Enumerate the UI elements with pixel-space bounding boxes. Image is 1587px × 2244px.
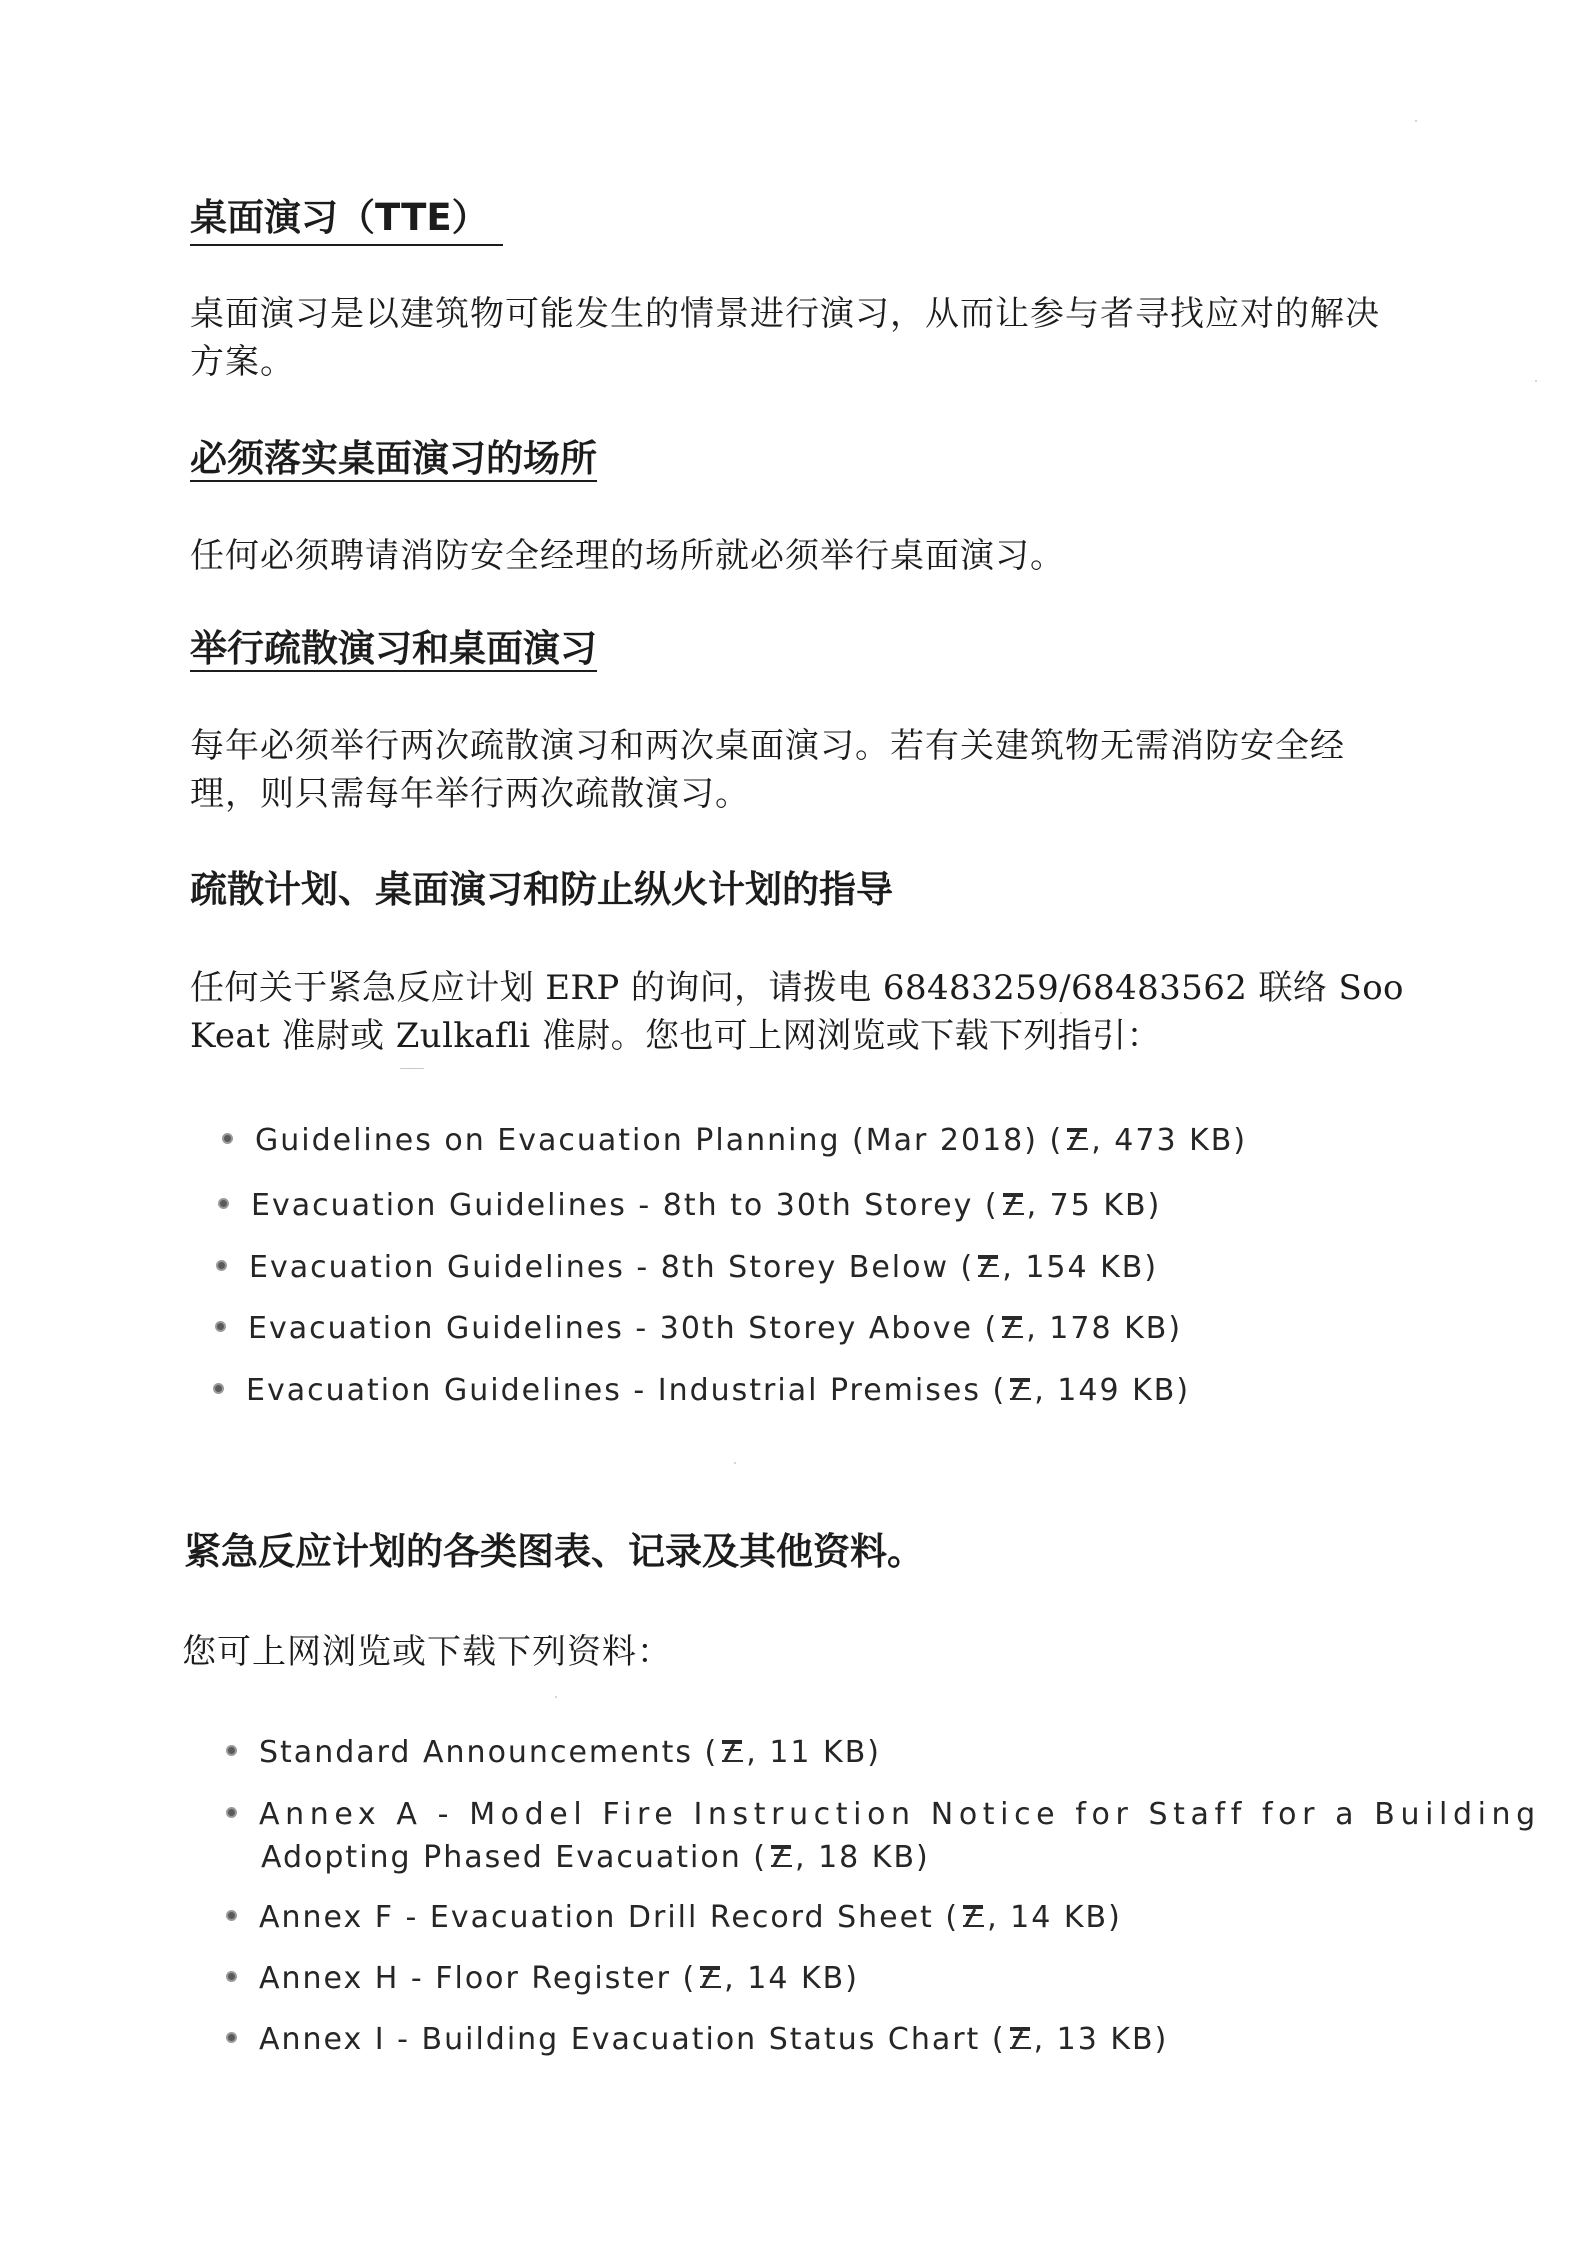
list-item-guideline[interactable]: Evacuation Guidelines - 30th Storey Above ( , 178 KB) xyxy=(215,1308,1182,1350)
resource-title[interactable]: Annex A - Model Fire Instruction Notice for Staff for a Building xyxy=(259,1797,1541,1832)
file-size: 154 KB xyxy=(1025,1250,1145,1285)
scan-speck xyxy=(1415,120,1417,122)
section-body-guidance: 任何关于紧急反应计划 ERP 的询问，请拨电 68483259/68483562 联络 Soo Keat 准尉或 Zulkafli 准尉。您也可上网浏览或下载下列指引： xyxy=(190,968,1404,1056)
resource-title-line2[interactable]: Adopting Phased Evacuation xyxy=(261,1840,742,1875)
bullet-dot xyxy=(213,1383,224,1394)
bullet-dot xyxy=(226,1910,237,1921)
download-icon[interactable] xyxy=(768,1843,794,1869)
guideline-title[interactable]: Evacuation Guidelines - 8th to 30th Storey xyxy=(251,1188,974,1223)
file-size: 75 KB xyxy=(1049,1188,1148,1223)
file-size: 13 KB xyxy=(1056,2022,1155,2057)
resource-title[interactable]: Standard Announcements xyxy=(259,1735,693,1770)
section-heading-forms: 紧急反应计划的各类图表、记录及其他资料。 xyxy=(184,1530,924,1573)
download-icon[interactable] xyxy=(1007,2025,1033,2051)
file-size: 14 KB xyxy=(1010,1900,1109,1935)
section-heading-tte: 桌面演习（TTE） xyxy=(190,196,503,246)
bullet-dot xyxy=(218,1198,229,1209)
list-item-guideline[interactable]: Guidelines on Evacuation Planning (Mar 2018) ( , 473 KB) xyxy=(222,1120,1247,1162)
guideline-title[interactable]: Evacuation Guidelines - 30th Storey Above xyxy=(248,1311,973,1346)
guideline-title[interactable]: Evacuation Guidelines - 8th Storey Below xyxy=(249,1250,949,1285)
list-item-guideline[interactable]: Evacuation Guidelines - 8th Storey Below ( , 154 KB) xyxy=(216,1247,1158,1289)
list-item-resource[interactable] xyxy=(226,1794,1541,1836)
list-item-guideline[interactable]: Evacuation Guidelines - Industrial Premises ( , 149 KB) xyxy=(213,1370,1190,1412)
bullet-dot xyxy=(216,1260,227,1271)
list-item-resource[interactable]: Standard Announcements ( , 11 KB) xyxy=(226,1732,881,1774)
section-heading-required-premises: 必须落实桌面演习的场所 xyxy=(190,437,597,480)
file-size: 14 KB xyxy=(747,1961,846,1996)
file-size: 178 KB xyxy=(1049,1311,1169,1346)
list-item-resource[interactable]: Annex H - Floor Register ( , 14 KB) xyxy=(226,1958,859,2000)
bullet-dot xyxy=(226,1971,237,1982)
file-size: 149 KB xyxy=(1057,1373,1177,1408)
download-icon[interactable] xyxy=(1000,1191,1026,1217)
list-item-resource-continued[interactable]: Adopting Phased Evacuation ( , 18 KB) xyxy=(261,1840,930,1875)
scan-speck xyxy=(400,1068,424,1069)
download-icon[interactable] xyxy=(960,1903,986,1929)
download-icon[interactable] xyxy=(719,1738,745,1764)
file-size: 11 KB xyxy=(769,1735,868,1770)
bullet-dot xyxy=(222,1133,233,1144)
section-body-drills: 每年必须举行两次疏散演习和两次桌面演习。若有关建筑物无需消防安全经理，则只需每年举行两次疏散演习。 xyxy=(190,726,1345,814)
resource-title[interactable]: Annex H - Floor Register xyxy=(259,1961,671,1996)
scan-speck xyxy=(1060,1012,1062,1014)
section-body-forms: 您可上网浏览或下载下列资料： xyxy=(182,1632,672,1672)
list-item-resource[interactable]: Annex I - Building Evacuation Status Chart ( , 13 KB) xyxy=(226,2019,1168,2061)
resource-title[interactable]: Annex F - Evacuation Drill Record Sheet xyxy=(259,1900,934,1935)
bullet-dot xyxy=(215,1321,226,1332)
bullet-dot xyxy=(226,2032,237,2043)
file-size: 18 KB xyxy=(818,1840,917,1875)
resource-title[interactable]: Annex I - Building Evacuation Status Chart xyxy=(259,2022,981,2057)
file-size: 473 KB xyxy=(1114,1123,1234,1158)
list-item-guideline[interactable]: Evacuation Guidelines - 8th to 30th Storey ( , 75 KB) xyxy=(218,1185,1161,1227)
download-icon[interactable] xyxy=(999,1314,1025,1340)
scan-speck xyxy=(734,1462,736,1464)
download-icon[interactable] xyxy=(1007,1376,1033,1402)
section-body-tte: 桌面演习是以建筑物可能发生的情景进行演习，从而让参与者寻找应对的解决方案。 xyxy=(190,294,1380,382)
download-icon[interactable] xyxy=(697,1964,723,1990)
list-item-resource[interactable]: Annex F - Evacuation Drill Record Sheet ( , 14 KB) xyxy=(226,1897,1122,1939)
download-icon[interactable] xyxy=(1064,1126,1090,1152)
guideline-title[interactable]: Guidelines on Evacuation Planning (Mar 2018) xyxy=(255,1123,1038,1158)
section-heading-drills: 举行疏散演习和桌面演习 xyxy=(190,627,597,670)
scan-speck xyxy=(1535,380,1537,382)
section-heading-guidance: 疏散计划、桌面演习和防止纵火计划的指导 xyxy=(190,868,893,911)
section-body-required-premises: 任何必须聘请消防安全经理的场所就必须举行桌面演习。 xyxy=(190,536,1065,576)
guideline-title[interactable]: Evacuation Guidelines - Industrial Premises xyxy=(246,1373,981,1408)
bullet-dot xyxy=(226,1745,237,1756)
scan-speck xyxy=(555,1696,557,1698)
download-icon[interactable] xyxy=(975,1253,1001,1279)
bullet-dot xyxy=(226,1807,237,1818)
